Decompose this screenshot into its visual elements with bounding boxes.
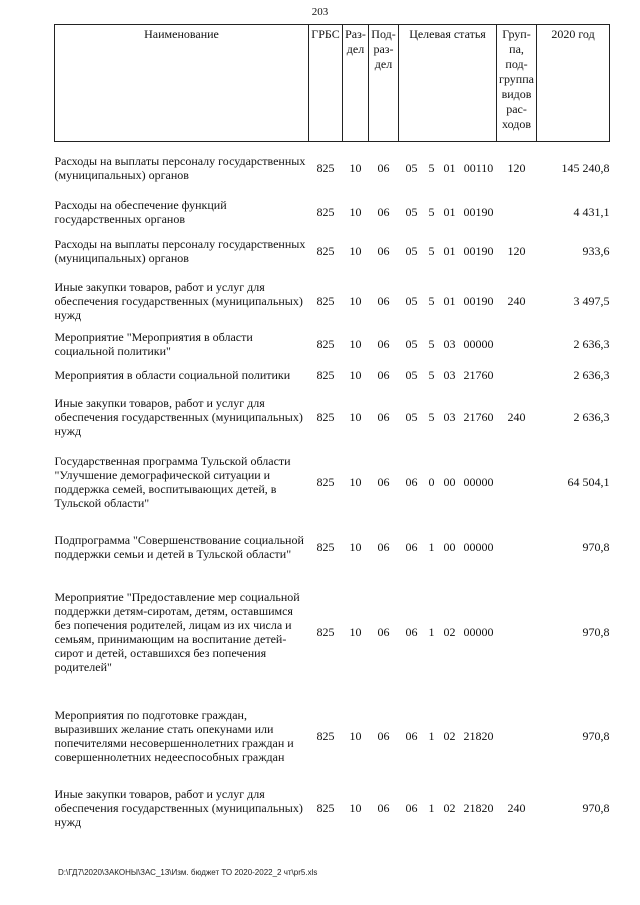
expense-group-code xyxy=(497,442,537,522)
target-subprogram-code: 5 xyxy=(428,293,435,308)
expense-group-code: 120 xyxy=(507,160,526,175)
row-name: Иные закупки товаров, работ и услуг для обеспечения государственных (муниципальных) нужд xyxy=(54,395,303,438)
table-body xyxy=(55,142,610,836)
target-subprogram-code: 5 xyxy=(428,204,435,219)
target-event-code: 01 xyxy=(443,243,456,258)
podrazdel-code: 06 xyxy=(377,204,390,219)
razdel-code: 10 xyxy=(349,409,362,424)
target-subprogram-code: 1 xyxy=(428,728,435,743)
table-row xyxy=(55,272,610,330)
header-grbs: ГРБС xyxy=(309,25,343,142)
row-name: Подпрограмма "Совершенствование социальной поддержки семьи и детей в Тульской области" xyxy=(54,532,304,561)
page-number: 203 xyxy=(311,6,329,18)
expense-group-code: 240 xyxy=(507,409,526,424)
grbs-code: 825 xyxy=(316,539,335,554)
table-row xyxy=(55,230,610,272)
razdel-code: 10 xyxy=(349,728,362,743)
grbs-code: 825 xyxy=(316,800,335,815)
target-event-code: 01 xyxy=(443,293,456,308)
target-program-code: 05 xyxy=(405,204,418,219)
header-razdel: Раз-дел xyxy=(343,25,369,142)
amount-2020: 970,8 xyxy=(582,800,610,815)
razdel-code: 10 xyxy=(349,539,362,554)
target-direction-code: 00000 xyxy=(463,624,494,639)
row-name: Мероприятия в области социальной политики xyxy=(54,367,291,382)
podrazdel-code: 06 xyxy=(377,160,390,175)
table-row xyxy=(55,522,610,572)
target-event-code: 02 xyxy=(443,728,456,743)
grbs-code: 825 xyxy=(316,336,335,351)
target-program-code: 05 xyxy=(405,243,418,258)
header-podrazdel: Под-раз-дел xyxy=(369,25,399,142)
row-name: Иные закупки товаров, работ и услуг для обеспечения государственных (муниципальных) нужд xyxy=(54,279,303,322)
razdel-code: 10 xyxy=(349,624,362,639)
podrazdel-code: 06 xyxy=(377,293,390,308)
expense-group-code: 120 xyxy=(507,243,526,258)
amount-2020: 970,8 xyxy=(582,728,610,743)
grbs-code: 825 xyxy=(316,728,335,743)
row-name: Иные закупки товаров, работ и услуг для обеспечения государственных (муниципальных) нужд xyxy=(54,786,303,829)
target-subprogram-code: 5 xyxy=(428,243,435,258)
row-name: Расходы на обеспечение функций государственных органов xyxy=(54,197,227,226)
razdel-code: 10 xyxy=(349,336,362,351)
expense-group-code xyxy=(497,330,537,358)
file-path-footer: D:\ГД7\2020\ЗАКОНЫ\ЗАС_13\Изм. бюджет ТО 2020-2022_2 чт\pr5.xls xyxy=(58,868,318,877)
target-direction-code: 21820 xyxy=(463,728,494,743)
grbs-code: 825 xyxy=(316,243,335,258)
expense-group-code: 240 xyxy=(507,800,526,815)
row-name: Расходы на выплаты персоналу государственных (муниципальных) органов xyxy=(54,236,306,265)
header-name: Наименование xyxy=(55,25,309,142)
table-row xyxy=(55,358,610,392)
target-subprogram-code: 0 xyxy=(428,474,435,489)
razdel-code: 10 xyxy=(349,204,362,219)
razdel-code: 10 xyxy=(349,160,362,175)
table-header-row xyxy=(55,25,610,142)
target-event-code: 01 xyxy=(443,160,456,175)
razdel-code: 10 xyxy=(349,243,362,258)
grbs-code: 825 xyxy=(316,367,335,382)
target-program-code: 05 xyxy=(405,160,418,175)
target-direction-code: 00190 xyxy=(463,243,494,258)
podrazdel-code: 06 xyxy=(377,728,390,743)
grbs-code: 825 xyxy=(316,474,335,489)
target-direction-code: 21820 xyxy=(463,800,494,815)
grbs-code: 825 xyxy=(316,624,335,639)
target-event-code: 03 xyxy=(443,409,456,424)
target-direction-code: 00190 xyxy=(463,204,494,219)
target-direction-code: 21760 xyxy=(463,367,494,382)
razdel-code: 10 xyxy=(349,474,362,489)
header-year: 2020 год xyxy=(537,25,610,142)
row-name: Мероприятия по подготовке граждан, выразивших желание стать опекунами или попечителями несовершеннолетних граждан и совершеннолетних недееспособных граждан xyxy=(54,707,294,764)
target-direction-code: 00000 xyxy=(463,336,494,351)
podrazdel-code: 06 xyxy=(377,367,390,382)
razdel-code: 10 xyxy=(349,367,362,382)
target-program-code: 05 xyxy=(405,367,418,382)
expense-group-code: 240 xyxy=(507,293,526,308)
target-event-code: 02 xyxy=(443,800,456,815)
table-row xyxy=(55,780,610,836)
razdel-code: 10 xyxy=(349,293,362,308)
target-program-code: 05 xyxy=(405,336,418,351)
podrazdel-code: 06 xyxy=(377,409,390,424)
target-subprogram-code: 1 xyxy=(428,539,435,554)
budget-table xyxy=(54,24,610,836)
target-direction-code: 00190 xyxy=(463,293,494,308)
target-program-code: 06 xyxy=(405,624,418,639)
target-subprogram-code: 5 xyxy=(428,409,435,424)
amount-2020: 4 431,1 xyxy=(573,204,610,219)
amount-2020: 145 240,8 xyxy=(561,160,610,175)
table-row xyxy=(55,330,610,358)
amount-2020: 2 636,3 xyxy=(573,367,610,382)
expense-group-code xyxy=(497,358,537,392)
grbs-code: 825 xyxy=(316,293,335,308)
target-event-code: 00 xyxy=(443,539,456,554)
target-event-code: 03 xyxy=(443,367,456,382)
amount-2020: 3 497,5 xyxy=(573,293,610,308)
amount-2020: 970,8 xyxy=(582,624,610,639)
table-row xyxy=(55,442,610,522)
target-subprogram-code: 1 xyxy=(428,624,435,639)
header-target-article: Целевая статья xyxy=(399,25,497,142)
podrazdel-code: 06 xyxy=(377,624,390,639)
expense-group-code xyxy=(497,572,537,692)
expense-group-code xyxy=(497,194,537,230)
row-name: Расходы на выплаты персоналу государственных (муниципальных) органов xyxy=(54,153,306,182)
podrazdel-code: 06 xyxy=(377,336,390,351)
expense-group-code xyxy=(497,692,537,780)
grbs-code: 825 xyxy=(316,204,335,219)
expense-group-code xyxy=(497,522,537,572)
table-row xyxy=(55,692,610,780)
target-program-code: 06 xyxy=(405,800,418,815)
target-event-code: 01 xyxy=(443,204,456,219)
target-program-code: 06 xyxy=(405,539,418,554)
podrazdel-code: 06 xyxy=(377,474,390,489)
target-program-code: 06 xyxy=(405,728,418,743)
target-subprogram-code: 1 xyxy=(428,800,435,815)
podrazdel-code: 06 xyxy=(377,243,390,258)
target-event-code: 00 xyxy=(443,474,456,489)
table-row xyxy=(55,572,610,692)
podrazdel-code: 06 xyxy=(377,800,390,815)
target-subprogram-code: 5 xyxy=(428,367,435,382)
table-row xyxy=(55,392,610,442)
target-event-code: 02 xyxy=(443,624,456,639)
amount-2020: 933,6 xyxy=(582,243,610,258)
grbs-code: 825 xyxy=(316,409,335,424)
target-program-code: 05 xyxy=(405,409,418,424)
target-event-code: 03 xyxy=(443,336,456,351)
target-direction-code: 00110 xyxy=(463,160,494,175)
table-row xyxy=(55,142,610,194)
podrazdel-code: 06 xyxy=(377,539,390,554)
target-program-code: 06 xyxy=(405,474,418,489)
row-name: Мероприятие "Мероприятия в области социальной политики" xyxy=(54,329,253,358)
header-expense-group: Груп-па, под-группа видов рас-ходов xyxy=(497,25,537,142)
razdel-code: 10 xyxy=(349,800,362,815)
row-name: Государственная программа Тульской области "Улучшение демографической ситуации и поддержка семей, воспитывающих детей, в Тульской области" xyxy=(54,453,291,510)
amount-2020: 2 636,3 xyxy=(573,409,610,424)
amount-2020: 970,8 xyxy=(582,539,610,554)
row-name: Мероприятие "Предоставление мер социальной поддержки детям-сиротам, детям, оставшимся без попечения родителей, лицам из их числа и семьям, принимающим на воспитание детей-сирот и детей, оставшихся без попечения родителей" xyxy=(54,589,300,674)
table-row xyxy=(55,194,610,230)
grbs-code: 825 xyxy=(316,160,335,175)
amount-2020: 2 636,3 xyxy=(573,336,610,351)
amount-2020: 64 504,1 xyxy=(567,474,610,489)
target-subprogram-code: 5 xyxy=(428,160,435,175)
target-direction-code: 00000 xyxy=(463,474,494,489)
target-subprogram-code: 5 xyxy=(428,336,435,351)
target-direction-code: 21760 xyxy=(463,409,494,424)
target-direction-code: 00000 xyxy=(463,539,494,554)
target-program-code: 05 xyxy=(405,293,418,308)
